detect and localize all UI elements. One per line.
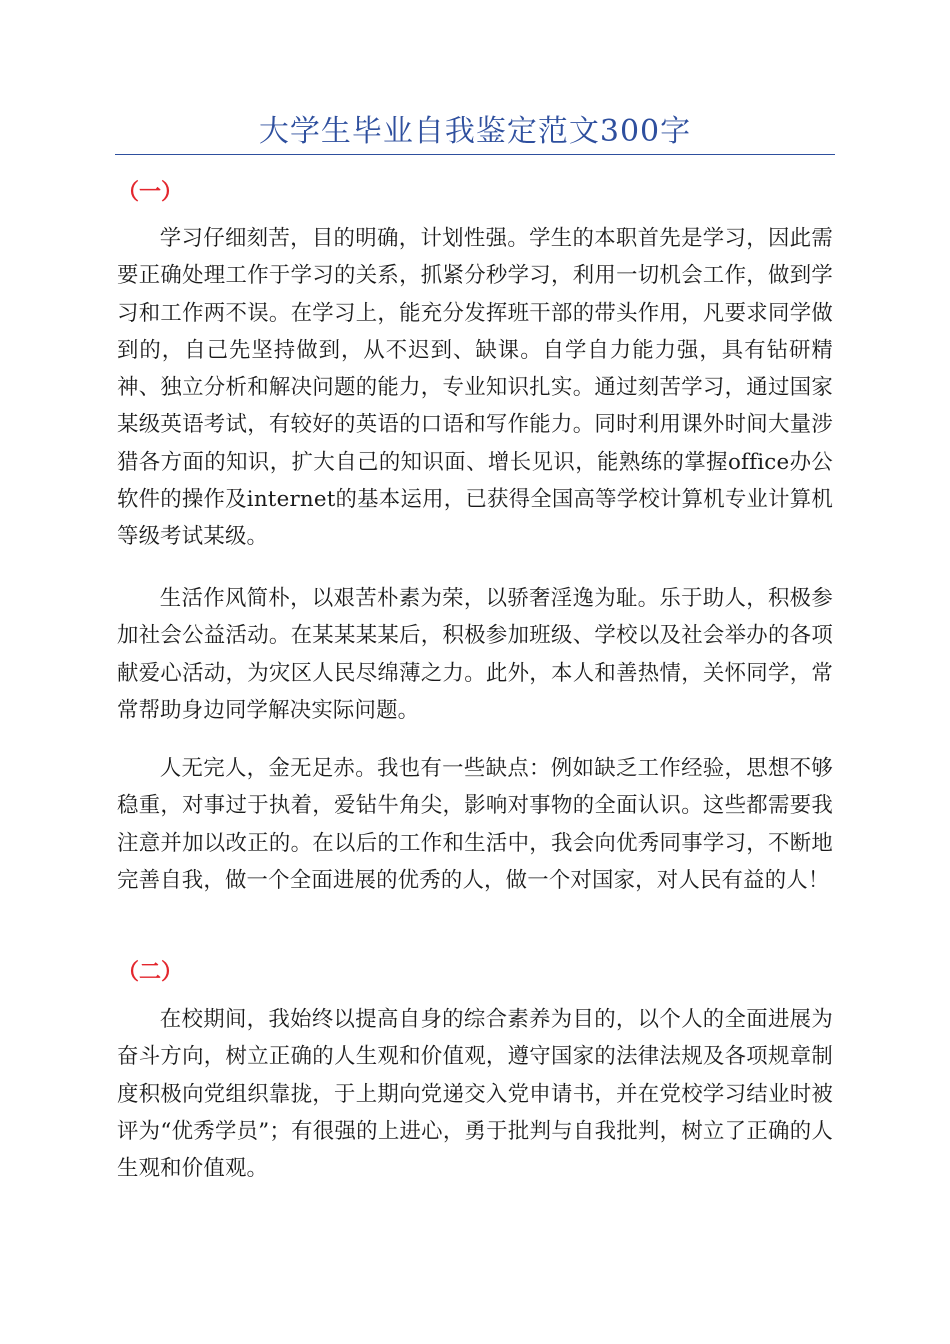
paragraph-4: 在校期间，我始终以提高自身的综合素养为目的，以个人的全面进展为奋斗方向，树立正确的人生观和价值观，遵守国家的法律法规及各项规章制度积极向党组织靠拢，于上期向党递交入党申请书，并在党校学习结业时被评为“优秀学员”；有很强的上进心，勇于批判与自我批判，树立了正确的人生观和价值观。 (117, 1007, 833, 1182)
paragraph-3: 人无完人，金无足赤。我也有一些缺点：例如缺乏工作经验，思想不够稳重，对事过于执着，爱钻牛角尖，影响对事物的全面认识。这些都需要我注意并加以改正的。在以后的工作和生活中，我会向优秀同事学习，不断地完善自我，做一个全面进展的优秀的人，做一个对国家，对人民有益的人！ (117, 756, 833, 893)
paragraph-2: 生活作风简朴，以艰苦朴素为荣，以骄奢淫逸为耻。乐于助人，积极参加社会公益活动。在某某某某后，积极参加班级、学校以及社会举办的各项献爱心活动，为灾区人民尽绵薄之力。此外，本人和善热情，关怀同学，常常帮助身边同学解决实际问题。 (117, 586, 833, 723)
section-heading-1: （一） (117, 180, 184, 205)
title-underline (115, 154, 835, 155)
paragraph-1: 学习仔细刻苦，目的明确，计划性强。学生的本职首先是学习，因此需要正确处理工作于学习的关系，抓紧分秒学习，利用一切机会工作，做到学习和工作两不误。在学习上，能充分发挥班干部的带头作用，凡要求同学做到的，自己先坚持做到，从不迟到、缺课。自学自力能力强，具有钻研精神、独立分析和解决问题的能力，专业知识扎实。通过刻苦学习，通过国家某级英语考试，有较好的英语的口语和写作能力。同时利用课外时间大量涉猎各方面的知识，扩大自己的知识面、增长见识，能熟练的掌握office办公软件的操作及internet的基本运用，已获得全国高等学校计算机专业计算机等级考试某级。 (117, 226, 833, 550)
document-title: 大学生毕业自我鉴定范文300字 (258, 114, 692, 149)
section-heading-2: （二） (117, 960, 184, 985)
